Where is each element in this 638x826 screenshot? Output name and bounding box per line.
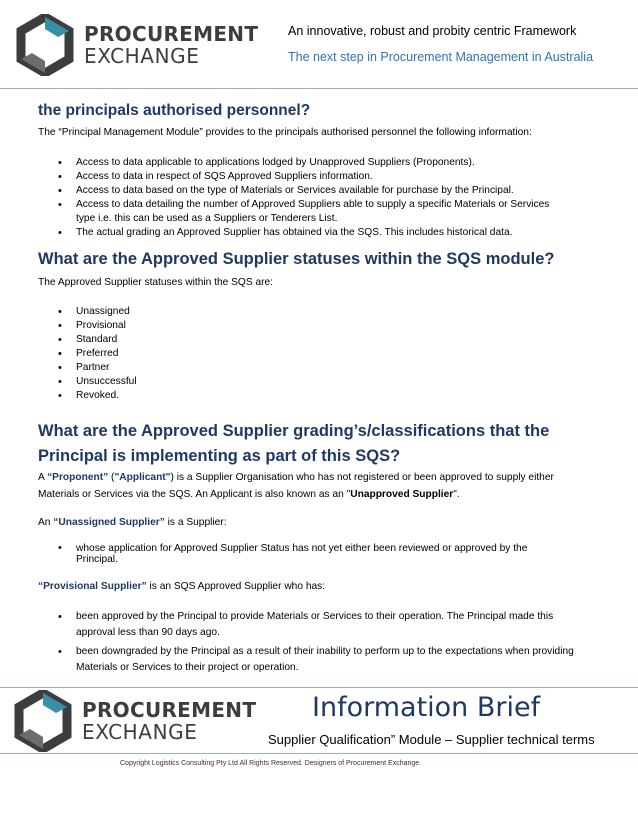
footer-logo-line1: PROCUREMENT <box>82 698 257 722</box>
list-item: • Unsuccessful <box>38 375 338 389</box>
logo-line1: PROCUREMENT <box>84 22 259 46</box>
header-rule <box>0 88 638 89</box>
proponent-term: “Proponent” <box>47 472 109 483</box>
footer-logo-line2: EXCHANGE <box>82 720 198 744</box>
p2-a: An <box>38 517 54 528</box>
list-item: • whose application for Approved Supplier Status has not yet either been reviewed or approved by the Principal. <box>38 543 558 565</box>
provisional-list <box>38 609 578 676</box>
p1-d: ". <box>453 489 460 500</box>
list-item: • Access to data applicable to applications lodged by Unapproved Suppliers (Proponents). <box>38 156 558 170</box>
p1-b: ( <box>108 472 115 483</box>
section3-heading-line1: What are the Approved Supplier grading’s/classifications that the <box>38 422 550 440</box>
unassigned-supplier-term: “Unassigned Supplier” <box>53 517 165 528</box>
list-item: • been downgraded by the Principal as a result of their inability to perform up to the expectations when providing Materials or Services to their project or operation. <box>38 644 578 676</box>
list-item: • Revoked. <box>38 389 338 403</box>
list-item: • been approved by the Principal to provide Materials or Services to their operation. The Principal made this approval less than 90 days ago. <box>38 609 578 641</box>
list-item: • The actual grading an Approved Supplier has obtained via the SQS. This includes historical data. <box>38 226 558 240</box>
section1-list <box>38 156 558 240</box>
footer-title: Information Brief <box>312 692 541 723</box>
applicant-term: "Applicant" <box>114 472 171 483</box>
unassigned-paragraph <box>38 516 227 530</box>
section1-heading: the principals authorised personnel? <box>38 102 311 119</box>
p3-b: is an SQS Approved Supplier who has: <box>146 581 326 592</box>
section3-heading-line2: Principal is implementing as part of this SQS? <box>38 447 401 465</box>
unapproved-supplier-term: Unapproved Supplier <box>350 489 454 500</box>
proponent-paragraph <box>38 469 598 503</box>
list-item: • Access to data detailing the number of Approved Suppliers able to supply a specific Materials or Services type i.e. this can be used as a Suppliers or Tenderers List. <box>38 198 558 226</box>
unassigned-list <box>38 543 558 565</box>
list-item: • Unassigned <box>38 305 338 319</box>
section1-intro: The “Principal Management Module” provides to the principals authorised personnel the following information: <box>38 127 532 138</box>
provisional-paragraph <box>38 580 325 594</box>
header-tagline-1: An innovative, robust and probity centric Framework <box>288 24 577 38</box>
header-tagline-2: The next step in Procurement Management in Australia <box>288 50 594 64</box>
list-item: • Access to data in respect of SQS Approved Suppliers information. <box>38 170 558 184</box>
hexagon-logo-icon <box>12 690 74 752</box>
copyright: Copyright Logistics Consulting Pty Ltd All Rights Reserved. Designers of Procurement Exchange. <box>120 760 422 767</box>
list-item: • Partner <box>38 361 338 375</box>
list-item: • Access to data based on the type of Materials or Services available for purchase by the Principal. <box>38 184 558 198</box>
footer-rule-bottom <box>0 753 638 754</box>
list-item: • Preferred <box>38 347 338 361</box>
section2-intro: The Approved Supplier statuses within the SQS are: <box>38 277 274 288</box>
p1-a: A <box>38 472 48 483</box>
logo-line2: EXCHANGE <box>84 44 200 68</box>
footer-rule-top <box>0 687 638 688</box>
footer-subtitle: Supplier Qualification” Module – Supplier technical terms <box>268 732 595 747</box>
section2-heading: What are the Approved Supplier statuses within the SQS module? <box>38 250 555 268</box>
p2-b: is a Supplier: <box>164 517 227 528</box>
list-item: • Provisional <box>38 319 338 333</box>
footer-logo <box>12 690 256 752</box>
list-item: • Standard <box>38 333 338 347</box>
provisional-supplier-term: “Provisional Supplier” <box>38 581 147 592</box>
header-logo <box>14 14 258 76</box>
hexagon-logo-icon <box>14 14 76 76</box>
p1-c: ) is a Supplier Organisation who has not registered or been approved to supply either Materials or Services via the SQS. An Applicant is also known as an " <box>38 472 554 500</box>
section2-list <box>38 305 338 403</box>
